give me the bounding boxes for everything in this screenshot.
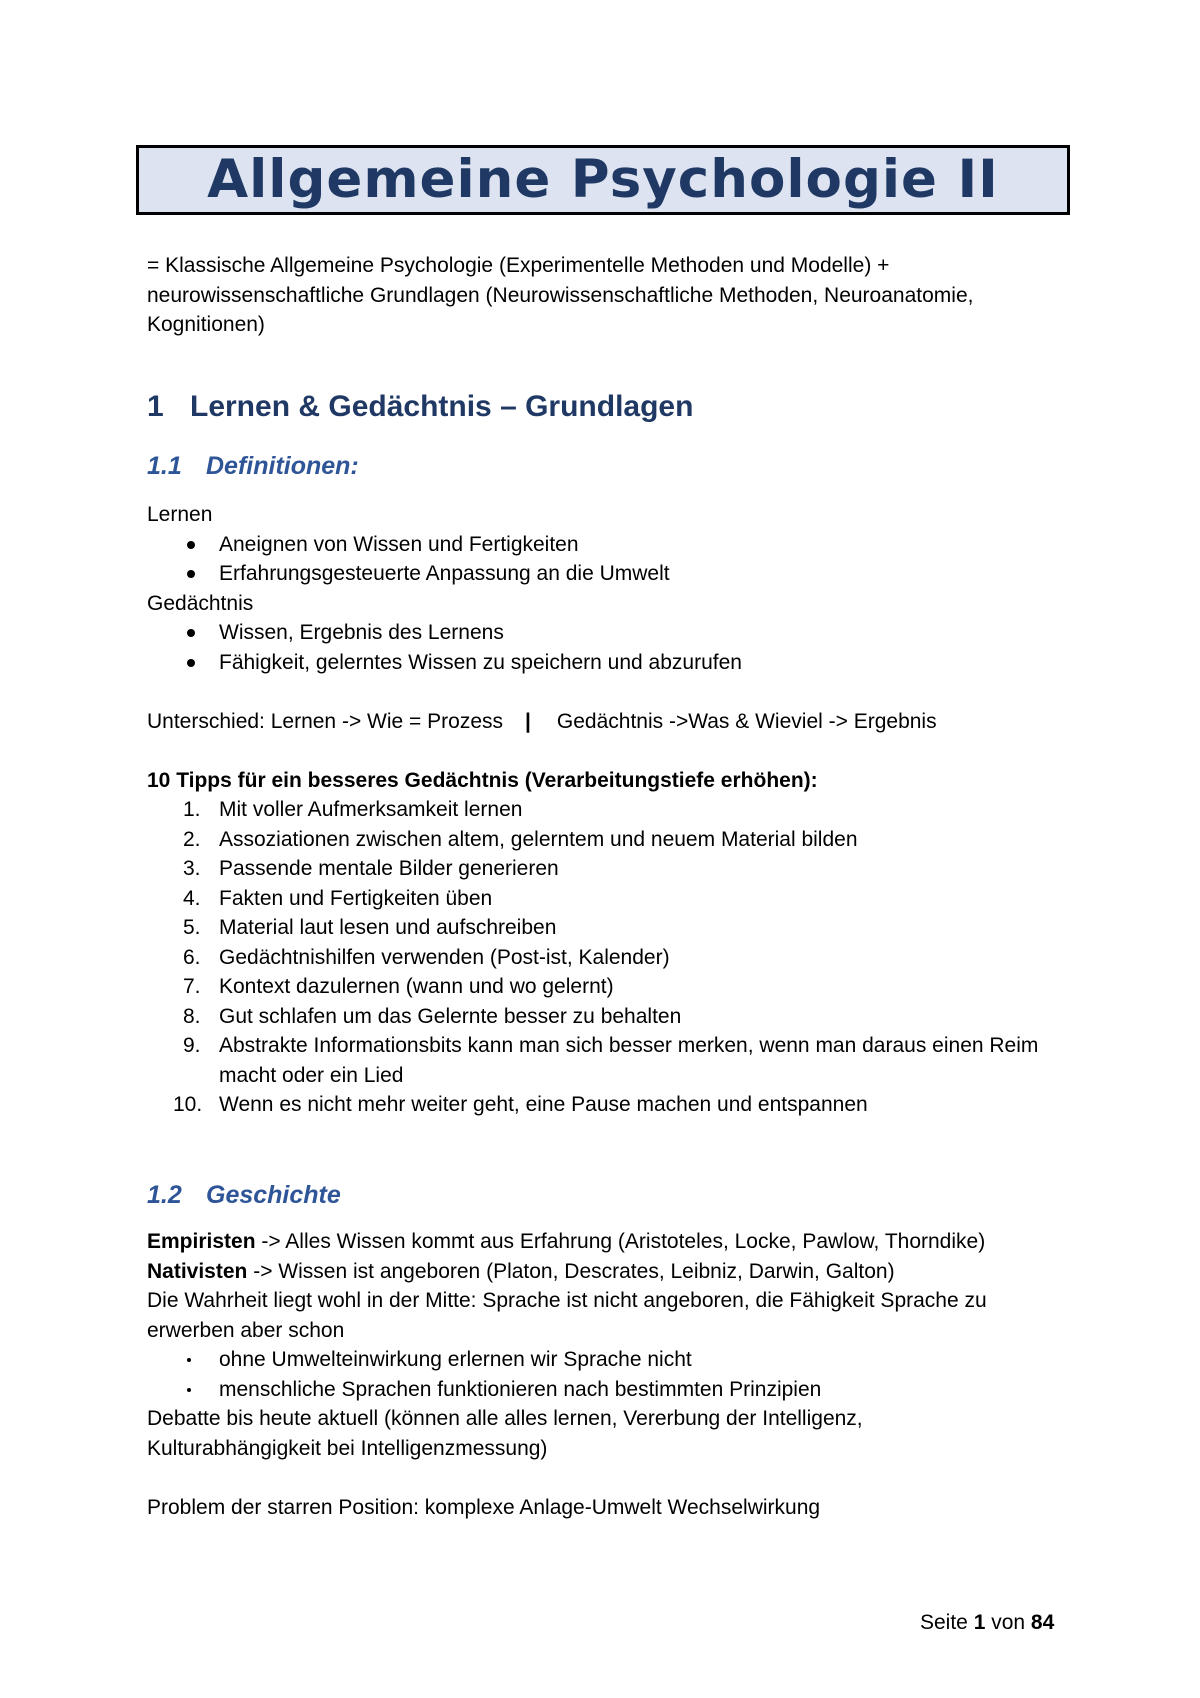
page-footer (920, 1611, 1054, 1635)
intro-paragraph (147, 251, 973, 340)
list-text: Assoziationen zwischen altem, gelerntem und neuem Material bilden (219, 827, 858, 851)
list-number: 1. (183, 798, 201, 821)
section-heading-1-1 (147, 452, 359, 481)
problem-line: Problem der starren Position: komplexe Anlage-Umwelt Wechselwirkung (147, 1495, 821, 1519)
document-title: Allgemeine Psychologie II (207, 149, 999, 210)
list-item: Erfahrungsgesteuerte Anpassung an die Umwelt (147, 559, 1099, 589)
definitions-block (147, 500, 1099, 1120)
unterschied-left: Unterschied: Lernen -> Wie = Prozess (147, 709, 503, 733)
empiristen-line (147, 1227, 987, 1257)
footer-middle: von (985, 1611, 1031, 1634)
section-heading-1-2 (147, 1181, 341, 1210)
list-item: menschliche Sprachen funktionieren nach bestimmten Prinzipien (147, 1375, 987, 1405)
unterschied-separator: | (525, 709, 531, 733)
list-number: 10. (173, 1093, 203, 1116)
current-page: 1 (973, 1611, 986, 1634)
list-text: Fakten und Fertigkeiten üben (219, 886, 493, 910)
nativisten-label: Nativisten (147, 1259, 248, 1283)
total-pages: 84 (1030, 1611, 1055, 1634)
section-number: 1.1 (147, 452, 182, 480)
list-number: 5. (183, 916, 201, 939)
tips-list (147, 795, 1099, 1120)
list-item (147, 854, 1099, 884)
intro-line: Kognitionen) (147, 313, 265, 336)
gedaechtnis-list (147, 618, 1099, 677)
title-box (136, 145, 1070, 215)
list-item (147, 913, 1099, 943)
list-text: Wenn es nicht mehr weiter geht, eine Pause machen und entspannen (219, 1093, 868, 1116)
list-text: Gut schlafen um das Gelernte besser zu behalten (219, 1004, 682, 1028)
tips-heading: 10 Tipps für ein besseres Gedächtnis (Verarbeitungstiefe erhöhen): (147, 768, 818, 792)
section-heading-1 (147, 390, 693, 424)
gedaechtnis-label: Gedächtnis (147, 591, 254, 615)
nativisten-line (147, 1257, 987, 1287)
list-item (147, 825, 1099, 855)
section-title: Geschichte (206, 1181, 341, 1209)
intro-line: = Klassische Allgemeine Psychologie (Experimentelle Methoden und Modelle) + (147, 254, 890, 277)
empiristen-label: Empiristen (147, 1230, 256, 1253)
list-text: Mit voller Aufmerksamkeit lernen (219, 798, 523, 821)
lernen-label: Lernen (147, 503, 213, 526)
intro-line: neurowissenschaftliche Grundlagen (Neurowissenschaftliche Methoden, Neuroanatomie, (147, 283, 974, 307)
section-title: Definitionen: (206, 452, 359, 480)
list-text: Kontext dazulernen (wann und wo gelernt) (219, 975, 614, 998)
lernen-list (147, 530, 1099, 589)
unterschied-right: Gedächtnis ->Was & Wieviel -> Ergebnis (556, 709, 937, 733)
list-number: 2. (183, 827, 201, 851)
list-text: Material laut lesen und aufschreiben (219, 916, 557, 939)
wahrheit-line: Die Wahrheit liegt wohl in der Mitte: Sprache ist nicht angeboren, die Fähigkeit Sprache zu (147, 1289, 987, 1312)
nativisten-text: -> Wissen ist angeboren (Platon, Descrates, Leibniz, Darwin, Galton) (247, 1259, 895, 1283)
list-item (147, 972, 1099, 1002)
section-number: 1.2 (147, 1181, 182, 1209)
list-item: Aneignen von Wissen und Fertigkeiten (147, 530, 1099, 560)
debatte-line: Kulturabhängigkeit bei Intelligenzmessung) (147, 1436, 548, 1460)
list-text: Gedächtnishilfen verwenden (Post-ist, Kalender) (219, 945, 670, 969)
footer-prefix: Seite (920, 1611, 974, 1634)
list-item: ohne Umwelteinwirkung erlernen wir Sprache nicht (147, 1345, 987, 1375)
list-number: 4. (183, 886, 201, 910)
list-item (147, 795, 1099, 825)
list-number: 6. (183, 945, 201, 969)
list-number: 3. (183, 857, 201, 880)
list-item: Wissen, Ergebnis des Lernens (147, 618, 1099, 648)
list-item (147, 884, 1099, 914)
debatte-line: Debatte bis heute aktuell (können alle alles lernen, Vererbung der Intelligenz, (147, 1407, 863, 1430)
list-text: Passende mentale Bilder generieren (219, 857, 559, 880)
section-number: 1 (147, 390, 164, 423)
wahrheit-line: erwerben aber schon (147, 1318, 345, 1342)
list-item (147, 1002, 1099, 1032)
list-number: 7. (183, 975, 201, 998)
list-item (147, 943, 1099, 973)
list-item (147, 1031, 1099, 1090)
list-item: Fähigkeit, gelerntes Wissen zu speichern und abzurufen (147, 648, 1099, 678)
list-text: Abstrakte Informationsbits kann man sich besser merken, wenn man daraus einen Reim macht oder ein Lied (219, 1034, 1039, 1087)
list-number: 8. (183, 1004, 201, 1028)
sprache-list (147, 1345, 987, 1404)
section-title: Lernen & Gedächtnis – Grundlagen (190, 390, 694, 423)
history-block (147, 1227, 987, 1522)
list-item (147, 1090, 1099, 1120)
unterschied-line (147, 707, 1099, 737)
empiristen-text: -> Alles Wissen kommt aus Erfahrung (Aristoteles, Locke, Pawlow, Thorndike) (255, 1230, 986, 1253)
list-number: 9. (183, 1034, 201, 1057)
